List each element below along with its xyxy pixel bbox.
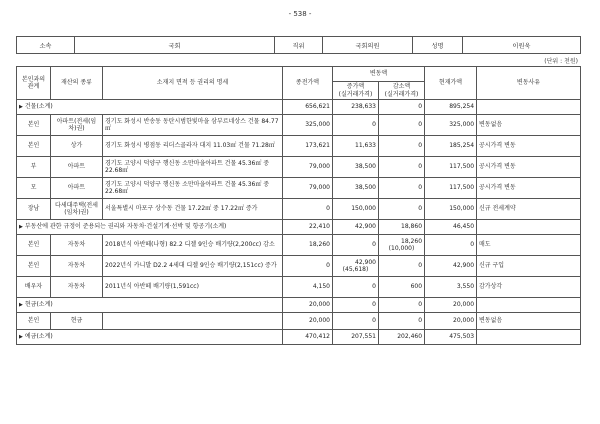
decrease-cell <box>379 136 425 157</box>
decrease-value: 0 <box>418 184 423 192</box>
asset-type-cell: 아파트(전세(임차)권) <box>51 115 103 136</box>
reason-cell: 공시가격 변동 <box>477 136 581 157</box>
asset-row <box>17 256 581 277</box>
section-reason <box>477 330 581 345</box>
asset-type-cell: 다세대주택(전세(임차)권) <box>51 199 103 220</box>
asset-row <box>17 199 581 220</box>
section-prev-value: 22,410 <box>283 220 333 235</box>
increase-value: 0 <box>372 241 376 249</box>
section-title-text: 건물(소계) <box>24 102 53 110</box>
col-prev-value: 종전가액 <box>283 67 333 100</box>
triangle-marker-icon: ▶ <box>19 223 23 230</box>
decrease-value: 0 <box>418 317 423 325</box>
section-current-value: 20,000 <box>425 298 477 313</box>
relation-cell: 장남 <box>17 199 51 220</box>
col-relation-label: 본인과의 관계 <box>21 75 46 90</box>
col-change: 변동액 <box>333 67 425 82</box>
section-decrease: 18,860 <box>379 220 425 235</box>
current-value-cell: 117,500 <box>425 157 477 178</box>
relation-cell: 모 <box>17 178 51 199</box>
reason-cell: 매도 <box>477 235 581 256</box>
current-value-cell: 185,254 <box>425 136 477 157</box>
asset-table-body <box>17 100 581 345</box>
increase-cell <box>333 157 379 178</box>
section-prev-value: 656,621 <box>283 100 333 115</box>
description-cell <box>103 313 283 330</box>
reason-cell: 변동없음 <box>477 115 581 136</box>
decrease-value: 0 <box>418 142 423 150</box>
reason-cell: 공시가격 변동 <box>477 178 581 199</box>
col-decrease <box>379 82 425 100</box>
increase-cell <box>333 256 379 277</box>
decrease-value: 0 <box>418 163 423 171</box>
section-current-value: 46,450 <box>425 220 477 235</box>
asset-row <box>17 178 581 199</box>
description-cell: 2018년식 아반떼(나형) 82.2 디젤 9인승 배기량(2,200cc) 감소 <box>103 235 283 256</box>
col-relation <box>17 67 51 100</box>
asset-row <box>17 235 581 256</box>
decrease-cell <box>379 157 425 178</box>
description-cell: 2011년식 아반떼 배기량(1,591cc) <box>103 277 283 298</box>
current-value-cell: 150,000 <box>425 199 477 220</box>
section-decrease: 0 <box>379 100 425 115</box>
prev-value-cell: 325,000 <box>283 115 333 136</box>
current-value-cell: 325,000 <box>425 115 477 136</box>
col-asset-type: 재산의 종류 <box>51 67 103 100</box>
asset-row <box>17 115 581 136</box>
increase-cell <box>333 199 379 220</box>
asset-type-cell: 자동차 <box>51 277 103 298</box>
reason-cell: 감가상각 <box>477 277 581 298</box>
section-prev-value: 20,000 <box>283 298 333 313</box>
section-title <box>17 220 283 235</box>
decrease-cell <box>379 256 425 277</box>
section-title <box>17 100 283 115</box>
decrease-cell <box>379 313 425 330</box>
current-value-cell: 117,500 <box>425 178 477 199</box>
section-current-value: 475,503 <box>425 330 477 345</box>
increase-value: 38,500 <box>355 163 376 171</box>
asset-row <box>17 313 581 330</box>
triangle-marker-icon: ▶ <box>19 333 23 340</box>
section-increase: 238,633 <box>333 100 379 115</box>
asset-row <box>17 157 581 178</box>
decrease-cell <box>379 235 425 256</box>
name-label: 성명 <box>413 37 463 54</box>
relation-cell: 부 <box>17 157 51 178</box>
declarant-header <box>16 36 581 54</box>
section-increase: 42,900 <box>333 220 379 235</box>
section-title-text: 부동산에 관한 규정이 준용되는 권리와 자동차·건설기계·선박 및 항공기(소계) <box>24 222 227 230</box>
section-subtotal-row <box>17 100 581 115</box>
prev-value-cell: 20,000 <box>283 313 333 330</box>
increase-value: 0 <box>372 283 376 291</box>
affiliation-value: 국회 <box>75 37 275 54</box>
col-description: 소재지 면적 등 권리의 명세 <box>103 67 283 100</box>
triangle-marker-icon: ▶ <box>19 301 23 308</box>
current-value-cell: 0 <box>425 235 477 256</box>
relation-cell: 본인 <box>17 313 51 330</box>
description-cell: 2022년식 카니발 D2.2 4세대 디젤 9인승 배기량(2,151cc) 증가 <box>103 256 283 277</box>
asset-type-cell: 자동차 <box>51 256 103 277</box>
section-decrease: 0 <box>379 298 425 313</box>
increase-cell <box>333 178 379 199</box>
section-subtotal-row <box>17 330 581 345</box>
increase-value: 11,633 <box>355 142 376 150</box>
prev-value-cell: 79,000 <box>283 178 333 199</box>
unit-note: (단위 : 천원) <box>544 58 578 65</box>
section-prev-value: 470,412 <box>283 330 333 345</box>
increase-cell <box>333 277 379 298</box>
relation-cell: 본인 <box>17 115 51 136</box>
prev-value-cell: 173,621 <box>283 136 333 157</box>
decrease-transaction-price: (10,000) <box>388 245 415 252</box>
prev-value-cell: 79,000 <box>283 157 333 178</box>
affiliation-label: 소속 <box>17 37 75 54</box>
section-reason <box>477 220 581 235</box>
section-title <box>17 330 283 345</box>
prev-value-cell: 0 <box>283 199 333 220</box>
col-current-value: 현재가액 <box>425 67 477 100</box>
increase-cell <box>333 235 379 256</box>
increase-value: 42,900 <box>355 258 376 266</box>
description-cell: 경기도 고양시 덕양구 행신동 소만마을아파트 건물 45.36㎡ 중 22.68㎡ <box>103 157 283 178</box>
decrease-cell <box>379 115 425 136</box>
prev-value-cell: 4,150 <box>283 277 333 298</box>
increase-transaction-price: (45,618) <box>342 266 369 273</box>
increase-value: 0 <box>372 317 376 325</box>
reason-cell: 신규 구입 <box>477 256 581 277</box>
asset-row <box>17 277 581 298</box>
col-decrease-label: 감소액 (실거래가격) <box>384 83 419 98</box>
decrease-value: 0 <box>418 262 423 270</box>
asset-type-cell: 자동차 <box>51 235 103 256</box>
position-value: 국회의원 <box>323 37 413 54</box>
section-increase: 0 <box>333 298 379 313</box>
name-value: 이원욱 <box>463 37 581 54</box>
relation-cell: 본인 <box>17 136 51 157</box>
increase-value: 0 <box>372 121 376 129</box>
asset-type-cell: 아파트 <box>51 157 103 178</box>
current-value-cell: 3,550 <box>425 277 477 298</box>
increase-cell <box>333 136 379 157</box>
decrease-value: 0 <box>418 121 423 129</box>
decrease-value: 600 <box>410 283 423 291</box>
triangle-marker-icon: ▶ <box>19 103 23 110</box>
description-cell: 경기도 화성시 반송동 동탄시범한빛마을 삼부르네상스 건물 84.77㎡ <box>103 115 283 136</box>
asset-table <box>16 66 581 345</box>
decrease-cell <box>379 178 425 199</box>
col-reason: 변동사유 <box>477 67 581 100</box>
increase-value: 150,000 <box>351 205 376 213</box>
section-subtotal-row <box>17 220 581 235</box>
reason-cell: 공시가격 변동 <box>477 157 581 178</box>
section-current-value: 895,254 <box>425 100 477 115</box>
asset-type-cell: 상가 <box>51 136 103 157</box>
reason-cell: 변동없음 <box>477 313 581 330</box>
asset-row <box>17 136 581 157</box>
page-number: - 538 - <box>288 10 312 18</box>
prev-value-cell: 18,260 <box>283 235 333 256</box>
description-cell: 서울특별시 마포구 상수동 건물 17.22㎡ 중 17.22㎡ 증가 <box>103 199 283 220</box>
prev-value-cell: 0 <box>283 256 333 277</box>
decrease-cell <box>379 199 425 220</box>
description-cell: 경기도 화성시 병점동 리더스골라자 대지 11.03㎡ 건물 71.28㎡ <box>103 136 283 157</box>
section-subtotal-row <box>17 298 581 313</box>
col-increase-label: 증가액 (실거래가격) <box>338 83 373 98</box>
section-title-text: 현금(소계) <box>24 300 53 308</box>
relation-cell: 본인 <box>17 256 51 277</box>
current-value-cell: 20,000 <box>425 313 477 330</box>
decrease-cell <box>379 277 425 298</box>
section-title-text: 예금(소계) <box>24 332 53 340</box>
section-decrease: 202,460 <box>379 330 425 345</box>
position-label: 직위 <box>275 37 323 54</box>
relation-cell: 본인 <box>17 235 51 256</box>
increase-value: 38,500 <box>355 184 376 192</box>
col-increase <box>333 82 379 100</box>
section-increase: 207,551 <box>333 330 379 345</box>
decrease-value: 0 <box>418 205 423 213</box>
increase-cell <box>333 115 379 136</box>
description-cell: 경기도 고양시 덕양구 행신동 소만마을아파트 건물 45.36㎡ 중 22.68㎡ <box>103 178 283 199</box>
reason-cell: 신규 전세계약 <box>477 199 581 220</box>
asset-type-cell: 현금 <box>51 313 103 330</box>
decrease-value: 18,260 <box>401 237 423 245</box>
asset-type-cell: 아파트 <box>51 178 103 199</box>
relation-cell: 배우자 <box>17 277 51 298</box>
section-reason <box>477 100 581 115</box>
current-value-cell: 42,900 <box>425 256 477 277</box>
section-reason <box>477 298 581 313</box>
section-title <box>17 298 283 313</box>
increase-cell <box>333 313 379 330</box>
